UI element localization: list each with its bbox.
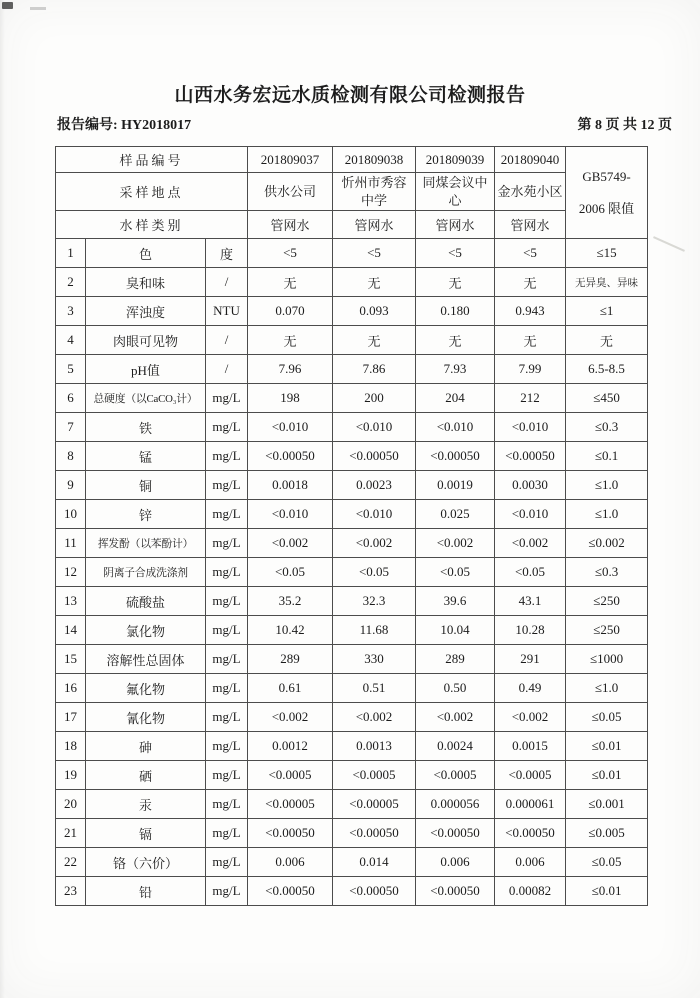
sample-2-value: <0.010 (333, 500, 416, 529)
table-row (56, 326, 648, 355)
sample-4-value: <0.002 (495, 529, 566, 558)
table-row (56, 268, 648, 297)
parameter-unit: mg/L (206, 819, 248, 848)
sample-id-3: 201809039 (416, 147, 495, 173)
parameter-unit: / (206, 355, 248, 384)
limit-value: ≤0.002 (566, 529, 648, 558)
limit-value: ≤0.001 (566, 790, 648, 819)
sample-3-value: 无 (416, 268, 495, 297)
sample-2-value: 11.68 (333, 616, 416, 645)
parameter-unit: mg/L (206, 674, 248, 703)
parameter-unit: / (206, 268, 248, 297)
parameter-unit: mg/L (206, 471, 248, 500)
sample-2-value: 32.3 (333, 587, 416, 616)
limit-value: ≤250 (566, 616, 648, 645)
parameter-name: 总硬度（以CaCO₃计） (86, 384, 206, 413)
location-4: 金水苑小区 (495, 173, 566, 211)
table-row (56, 703, 648, 732)
table-row (56, 819, 648, 848)
row-number: 3 (56, 297, 86, 326)
parameter-name: 氟化物 (86, 674, 206, 703)
sample-4-value: <0.0005 (495, 761, 566, 790)
parameter-unit: mg/L (206, 645, 248, 674)
sample-3-value: 204 (416, 384, 495, 413)
row-number: 16 (56, 674, 86, 703)
row-number: 14 (56, 616, 86, 645)
sample-3-value: 无 (416, 326, 495, 355)
sample-4-value: 7.99 (495, 355, 566, 384)
limit-value: ≤450 (566, 384, 648, 413)
row-number: 19 (56, 761, 86, 790)
limit-value: ≤0.3 (566, 558, 648, 587)
limit-value: ≤0.01 (566, 877, 648, 906)
sample-2-value: 200 (333, 384, 416, 413)
sample-1-value: 0.070 (248, 297, 333, 326)
parameter-name: 铜 (86, 471, 206, 500)
parameter-unit: mg/L (206, 442, 248, 471)
sample-3-value: 0.0019 (416, 471, 495, 500)
sample-3-value: <0.00050 (416, 877, 495, 906)
sample-1-value: <0.0005 (248, 761, 333, 790)
sample-2-value: 0.093 (333, 297, 416, 326)
sample-3-value: 10.04 (416, 616, 495, 645)
parameter-unit: mg/L (206, 616, 248, 645)
table-row (56, 645, 648, 674)
limit-value: ≤1000 (566, 645, 648, 674)
header-row-location (56, 173, 648, 211)
sample-4-value: 10.28 (495, 616, 566, 645)
parameter-name: 硒 (86, 761, 206, 790)
scan-edge-shadow (0, 0, 5, 998)
sample-3-value: 7.93 (416, 355, 495, 384)
limit-standard-line1: GB5749- (582, 168, 631, 184)
sample-4-value: <5 (495, 239, 566, 268)
row-number: 8 (56, 442, 86, 471)
sample-type-2: 管网水 (333, 211, 416, 239)
sample-3-value: <0.010 (416, 413, 495, 442)
table-row (56, 413, 648, 442)
limit-value: 无异臭、异味 (566, 268, 648, 297)
sample-id-1: 201809037 (248, 147, 333, 173)
page-number: 第 8 页 共 12 页 (577, 118, 672, 133)
sample-2-value: 无 (333, 268, 416, 297)
sample-2-value: <0.00005 (333, 790, 416, 819)
row-number: 18 (56, 732, 86, 761)
parameter-name: 色 (86, 239, 206, 268)
table-row (56, 616, 648, 645)
parameter-name: 铁 (86, 413, 206, 442)
sample-type-label: 水样类别 (56, 211, 248, 239)
table-row (56, 848, 648, 877)
sample-1-value: 无 (248, 326, 333, 355)
sample-4-value: 0.0030 (495, 471, 566, 500)
parameter-unit: mg/L (206, 848, 248, 877)
sample-1-value: <0.010 (248, 413, 333, 442)
sample-3-value: <0.002 (416, 703, 495, 732)
location-3: 同煤会议中心 (416, 173, 495, 211)
parameter-unit: NTU (206, 297, 248, 326)
row-number: 1 (56, 239, 86, 268)
table-row (56, 761, 648, 790)
parameter-name: 浑浊度 (86, 297, 206, 326)
sample-4-value: <0.010 (495, 500, 566, 529)
sample-3-value: 0.0024 (416, 732, 495, 761)
row-number: 20 (56, 790, 86, 819)
scan-artifact-smudge (653, 236, 685, 252)
sample-2-value: <0.002 (333, 529, 416, 558)
row-number: 9 (56, 471, 86, 500)
sample-4-value: 0.943 (495, 297, 566, 326)
limit-value: ≤1.0 (566, 674, 648, 703)
header-row-type (56, 211, 648, 239)
parameter-unit: mg/L (206, 529, 248, 558)
sample-1-value: 35.2 (248, 587, 333, 616)
table-row (56, 471, 648, 500)
sample-2-value: <5 (333, 239, 416, 268)
row-number: 23 (56, 877, 86, 906)
sample-2-value: 0.0023 (333, 471, 416, 500)
sample-2-value: <0.05 (333, 558, 416, 587)
table-row (56, 500, 648, 529)
sample-3-value: <5 (416, 239, 495, 268)
limit-value: ≤0.01 (566, 761, 648, 790)
sample-4-value: 0.0015 (495, 732, 566, 761)
limit-value: ≤1.0 (566, 471, 648, 500)
header-row-sample-id (56, 147, 648, 173)
parameter-unit: mg/L (206, 761, 248, 790)
parameter-unit: mg/L (206, 384, 248, 413)
limit-value: ≤0.005 (566, 819, 648, 848)
sample-4-value: <0.010 (495, 413, 566, 442)
sample-1-value: <0.00050 (248, 819, 333, 848)
sample-1-value: 289 (248, 645, 333, 674)
location-label: 采样地点 (56, 173, 248, 211)
sample-2-value: <0.00050 (333, 877, 416, 906)
sample-1-value: <0.002 (248, 703, 333, 732)
parameter-unit: / (206, 326, 248, 355)
sample-3-value: <0.05 (416, 558, 495, 587)
sample-3-value: <0.002 (416, 529, 495, 558)
table-row (56, 442, 648, 471)
parameter-unit: 度 (206, 239, 248, 268)
parameter-unit: mg/L (206, 703, 248, 732)
sample-4-value: <0.002 (495, 703, 566, 732)
report-meta (57, 114, 672, 134)
sample-4-value: <0.05 (495, 558, 566, 587)
parameter-unit: mg/L (206, 877, 248, 906)
limit-value: ≤0.01 (566, 732, 648, 761)
limit-value: ≤0.1 (566, 442, 648, 471)
sample-1-value: 0.0018 (248, 471, 333, 500)
row-number: 7 (56, 413, 86, 442)
table-row (56, 674, 648, 703)
row-number: 17 (56, 703, 86, 732)
sample-3-value: 39.6 (416, 587, 495, 616)
sample-1-value: 无 (248, 268, 333, 297)
sample-3-value: 0.180 (416, 297, 495, 326)
sample-1-value: <0.010 (248, 500, 333, 529)
sample-3-value: 0.000056 (416, 790, 495, 819)
table-row (56, 384, 648, 413)
table-row (56, 732, 648, 761)
sample-type-3: 管网水 (416, 211, 495, 239)
row-number: 12 (56, 558, 86, 587)
report-number: 报告编号: HY2018017 (57, 118, 192, 133)
table-row (56, 355, 648, 384)
parameter-name: 臭和味 (86, 268, 206, 297)
sample-1-value: 0.61 (248, 674, 333, 703)
parameter-name: 氰化物 (86, 703, 206, 732)
sample-1-value: <0.00050 (248, 877, 333, 906)
sample-2-value: 330 (333, 645, 416, 674)
row-number: 5 (56, 355, 86, 384)
sample-2-value: <0.002 (333, 703, 416, 732)
sample-1-value: <0.00050 (248, 442, 333, 471)
row-number: 21 (56, 819, 86, 848)
parameter-name: 硫酸盐 (86, 587, 206, 616)
row-number: 15 (56, 645, 86, 674)
parameter-name: 砷 (86, 732, 206, 761)
sample-id-4: 201809040 (495, 147, 566, 173)
table-row (56, 587, 648, 616)
parameter-unit: mg/L (206, 732, 248, 761)
limit-value: 6.5-8.5 (566, 355, 648, 384)
sample-2-value: 0.0013 (333, 732, 416, 761)
parameter-name: 铅 (86, 877, 206, 906)
table-row (56, 790, 648, 819)
sample-1-value: <0.002 (248, 529, 333, 558)
table-row (56, 239, 648, 268)
row-number: 10 (56, 500, 86, 529)
sample-4-value: 0.006 (495, 848, 566, 877)
sample-3-value: 0.50 (416, 674, 495, 703)
limit-value: ≤0.3 (566, 413, 648, 442)
sample-3-value: <0.00050 (416, 442, 495, 471)
parameter-unit: mg/L (206, 587, 248, 616)
limit-value: ≤250 (566, 587, 648, 616)
sample-id-2: 201809038 (333, 147, 416, 173)
row-number: 2 (56, 268, 86, 297)
sample-3-value: 289 (416, 645, 495, 674)
sample-id-label: 样品编号 (56, 147, 248, 173)
sample-3-value: <0.00050 (416, 819, 495, 848)
sample-2-value: <0.00050 (333, 819, 416, 848)
parameter-name: 阴离子合成洗涤剂 (86, 558, 206, 587)
sample-3-value: 0.006 (416, 848, 495, 877)
parameter-name: 锰 (86, 442, 206, 471)
sample-2-value: <0.00050 (333, 442, 416, 471)
sample-4-value: 212 (495, 384, 566, 413)
sample-4-value: 0.49 (495, 674, 566, 703)
sample-1-value: 0.006 (248, 848, 333, 877)
sample-3-value: 0.025 (416, 500, 495, 529)
sample-1-value: 0.0012 (248, 732, 333, 761)
sample-1-value: <5 (248, 239, 333, 268)
sample-type-4: 管网水 (495, 211, 566, 239)
sample-2-value: <0.0005 (333, 761, 416, 790)
parameter-name: 氯化物 (86, 616, 206, 645)
sample-3-value: <0.0005 (416, 761, 495, 790)
row-number: 4 (56, 326, 86, 355)
limit-standard-header (566, 147, 648, 239)
sample-4-value: 291 (495, 645, 566, 674)
sample-4-value: 43.1 (495, 587, 566, 616)
sample-1-value: 7.96 (248, 355, 333, 384)
parameter-unit: mg/L (206, 790, 248, 819)
limit-value: ≤0.05 (566, 848, 648, 877)
parameter-name: 锌 (86, 500, 206, 529)
sample-2-value: 7.86 (333, 355, 416, 384)
sample-4-value: 0.000061 (495, 790, 566, 819)
report-title: 山西水务宏远水质检测有限公司检测报告 (174, 85, 526, 106)
location-2: 忻州市秀容中学 (333, 173, 416, 211)
sample-1-value: <0.05 (248, 558, 333, 587)
parameter-unit: mg/L (206, 558, 248, 587)
limit-value: 无 (566, 326, 648, 355)
limit-value: ≤0.05 (566, 703, 648, 732)
sample-4-value: 0.00082 (495, 877, 566, 906)
table-row (56, 877, 648, 906)
sample-1-value: 198 (248, 384, 333, 413)
sample-4-value: 无 (495, 268, 566, 297)
limit-value: ≤1 (566, 297, 648, 326)
limit-value: ≤15 (566, 239, 648, 268)
table-row (56, 529, 648, 558)
limit-value: ≤1.0 (566, 500, 648, 529)
parameter-name: 镉 (86, 819, 206, 848)
table-row (56, 558, 648, 587)
parameter-name: 挥发酚（以苯酚计） (86, 529, 206, 558)
parameter-name: 肉眼可见物 (86, 326, 206, 355)
row-number: 6 (56, 384, 86, 413)
sample-2-value: <0.010 (333, 413, 416, 442)
row-number: 13 (56, 587, 86, 616)
scan-artifact-mark (30, 7, 46, 10)
row-number: 11 (56, 529, 86, 558)
parameter-unit: mg/L (206, 413, 248, 442)
sample-4-value: 无 (495, 326, 566, 355)
parameter-name: 汞 (86, 790, 206, 819)
location-1: 供水公司 (248, 173, 333, 211)
sample-type-1: 管网水 (248, 211, 333, 239)
row-number: 22 (56, 848, 86, 877)
sample-1-value: 10.42 (248, 616, 333, 645)
limit-standard-line2: 2006 限值 (578, 200, 635, 216)
parameter-name: pH值 (86, 355, 206, 384)
sample-4-value: <0.00050 (495, 442, 566, 471)
parameter-unit: mg/L (206, 500, 248, 529)
sample-2-value: 0.51 (333, 674, 416, 703)
water-quality-table (55, 146, 648, 906)
parameter-name: 铬（六价） (86, 848, 206, 877)
parameter-name: 溶解性总固体 (86, 645, 206, 674)
sample-2-value: 0.014 (333, 848, 416, 877)
sample-2-value: 无 (333, 326, 416, 355)
sample-1-value: <0.00005 (248, 790, 333, 819)
sample-4-value: <0.00050 (495, 819, 566, 848)
table-row (56, 297, 648, 326)
